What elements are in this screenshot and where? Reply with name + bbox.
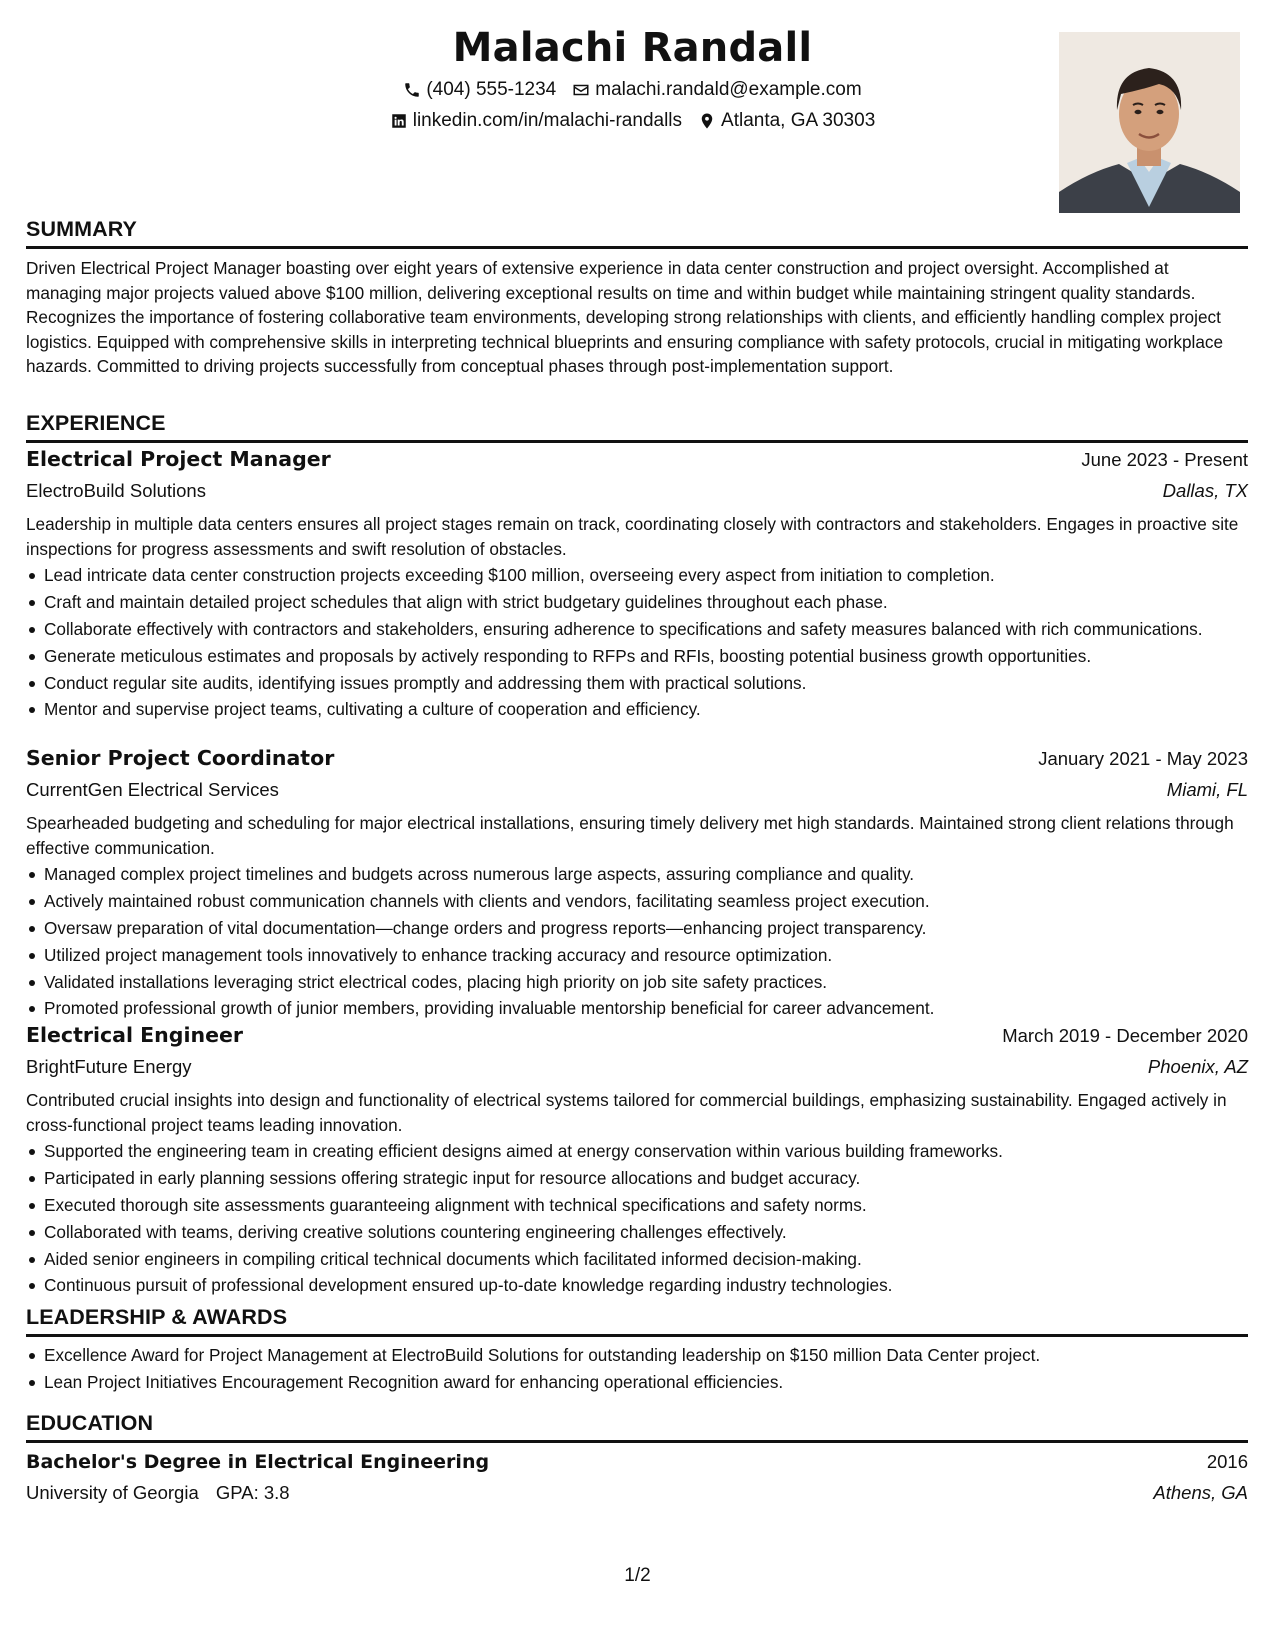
profile-photo: [1059, 32, 1240, 213]
experience-section: [26, 410, 1248, 443]
envelope-icon: [572, 81, 590, 99]
job-title: Senior Project Coordinator: [26, 746, 335, 770]
graduation-year: 2016: [1206, 1451, 1248, 1472]
job-bullet: Utilized project management tools innovatively to enhance tracking accuracy and resource optimization.: [26, 943, 1248, 968]
page-number: 1/2: [624, 1565, 651, 1586]
job-bullet: Collaborated with teams, deriving creative solutions countering engineering challenges effectively.: [26, 1220, 1248, 1245]
phone-text: (404) 555-1234: [426, 79, 557, 100]
job-bullet: Mentor and supervise project teams, cultivating a culture of cooperation and efficiency.: [26, 697, 1248, 722]
job-dates: March 2019 - December 2020: [1002, 1025, 1248, 1046]
job-description: Leadership in multiple data centers ensures all project stages remain on track, coordinating closely with contractors and stakeholders. Engages in proactive site inspections for progress assessments and swift resolution of obstacles.: [26, 514, 1239, 559]
education-divider: [26, 1440, 1248, 1443]
gpa-text: GPA: 3.8: [215, 1482, 290, 1503]
job-bullet: Generate meticulous estimates and proposals by actively responding to RFPs and RFIs, boosting potential business growth opportunities.: [26, 644, 1248, 669]
job-bullet: Conduct regular site audits, identifying issues promptly and addressing them with practical solutions.: [26, 671, 1248, 696]
job-bullet-list: [26, 862, 1248, 1021]
job-company: CurrentGen Electrical Services: [26, 779, 279, 800]
education-section: [26, 1410, 1248, 1508]
job-dates: June 2023 - Present: [1081, 449, 1248, 470]
education-heading: EDUCATION: [26, 1411, 154, 1435]
summary-text: Driven Electrical Project Manager boasting over eight years of extensive experience in data center construction and project oversight. Accomplished at managing major projects valued above $100 million, delivering exceptional results on time and within budget while maintaining stringent quality standards. Recognizes the importance of fostering collaborative team environments, developing strong relationships with clients, and efficiently handling complex project logistics. Equipped with comprehensive skills in interpreting technical blueprints and ensuring compliance with safety protocols, crucial in mitigating workplace hazards. Committed to driving projects successfully from conceptual phases through post-implementation support.: [26, 258, 1224, 377]
experience-divider: [26, 440, 1248, 443]
summary-section: [26, 216, 1248, 379]
phone-icon: [403, 81, 421, 99]
job-bullet: Continuous pursuit of professional development ensured up-to-date knowledge regarding industry technologies.: [26, 1273, 1248, 1298]
job-bullet: Craft and maintain detailed project schedules that align with strict budgetary guidelines throughout each phase.: [26, 590, 1248, 615]
email-contact[interactable]: [572, 74, 861, 105]
school-location: Athens, GA: [1153, 1482, 1248, 1503]
awards-section: [26, 1304, 1248, 1394]
summary-heading: SUMMARY: [26, 217, 137, 241]
job-location: Miami, FL: [1166, 779, 1248, 800]
job-entry-3: [26, 1020, 1248, 1298]
degree-title: Bachelor's Degree in Electrical Engineering: [26, 1451, 490, 1473]
awards-list: [26, 1343, 1248, 1394]
experience-heading: EXPERIENCE: [26, 411, 166, 435]
job-bullet: Actively maintained robust communication channels with clients and vendors, facilitating seamless project execution.: [26, 889, 1248, 914]
job-title: Electrical Engineer: [26, 1023, 243, 1047]
job-bullet: Promoted professional growth of junior members, providing invaluable mentorship beneficial for career advancement.: [26, 996, 1248, 1021]
job-bullet: Aided senior engineers in compiling critical technical documents which facilitated informed decision-making.: [26, 1247, 1248, 1272]
job-bullet: Collaborate effectively with contractors and stakeholders, ensuring adherence to specifications and safety measures balanced with rich communications.: [26, 617, 1248, 642]
job-location: Phoenix, AZ: [1147, 1056, 1248, 1077]
job-bullet: Oversaw preparation of vital documentation—change orders and progress reports—enhancing project transparency.: [26, 916, 1248, 941]
job-entry-1: [26, 444, 1248, 722]
location-text: Atlanta, GA 30303: [721, 110, 876, 131]
award-item: Lean Project Initiatives Encouragement Recognition award for enhancing operational efficiencies.: [26, 1370, 1248, 1395]
job-title: Electrical Project Manager: [26, 447, 331, 471]
email-link[interactable]: malachi.randald@example.com: [595, 79, 862, 100]
awards-heading: LEADERSHIP & AWARDS: [26, 1305, 288, 1329]
job-bullet: Supported the engineering team in creating efficient designs aimed at energy conservation within various building frameworks.: [26, 1139, 1248, 1164]
job-entry-2: [26, 743, 1248, 1021]
location-contact: [698, 105, 875, 136]
linkedin-link[interactable]: linkedin.com/in/malachi-randalls: [412, 110, 683, 131]
job-company: ElectroBuild Solutions: [26, 480, 206, 501]
job-bullet: Validated installations leveraging strict electrical codes, placing high priority on job site safety practices.: [26, 970, 1248, 995]
job-bullet-list: [26, 563, 1248, 722]
job-company: BrightFuture Energy: [26, 1056, 192, 1077]
awards-divider: [26, 1334, 1248, 1337]
phone-contact: [403, 74, 556, 105]
school-name: University of Georgia: [26, 1482, 199, 1503]
profile-photo-image: [1059, 32, 1240, 213]
award-item: Excellence Award for Project Management at ElectroBuild Solutions for outstanding leadership on $150 million Data Center project.: [26, 1343, 1248, 1368]
candidate-name: Malachi Randall: [452, 25, 813, 71]
summary-divider: [26, 246, 1248, 249]
job-location: Dallas, TX: [1162, 480, 1248, 501]
linkedin-contact[interactable]: [390, 105, 682, 136]
job-dates: January 2021 - May 2023: [1038, 748, 1248, 769]
job-bullet: Participated in early planning sessions offering strategic input for resource allocations and budget accuracy.: [26, 1166, 1248, 1191]
job-description: Spearheaded budgeting and scheduling for major electrical installations, ensuring timely delivery met high standards. Maintained strong client relations through effective communication.: [26, 813, 1234, 858]
job-bullet: Managed complex project timelines and budgets across numerous large aspects, assuring compliance and quality.: [26, 862, 1248, 887]
linkedin-icon: [390, 112, 408, 130]
job-bullet: Executed thorough site assessments guaranteeing alignment with technical specifications and safety norms.: [26, 1193, 1248, 1218]
job-description: Contributed crucial insights into design and functionality of electrical systems tailored for commercial buildings, emphasizing sustainability. Engaged actively in cross-functional project teams leading innovation.: [26, 1090, 1227, 1135]
job-bullet: Lead intricate data center construction projects exceeding $100 million, overseeing every aspect from initiation to completion.: [26, 563, 1248, 588]
job-bullet-list: [26, 1139, 1248, 1298]
school-line: [26, 1477, 290, 1508]
location-pin-icon: [698, 112, 716, 130]
